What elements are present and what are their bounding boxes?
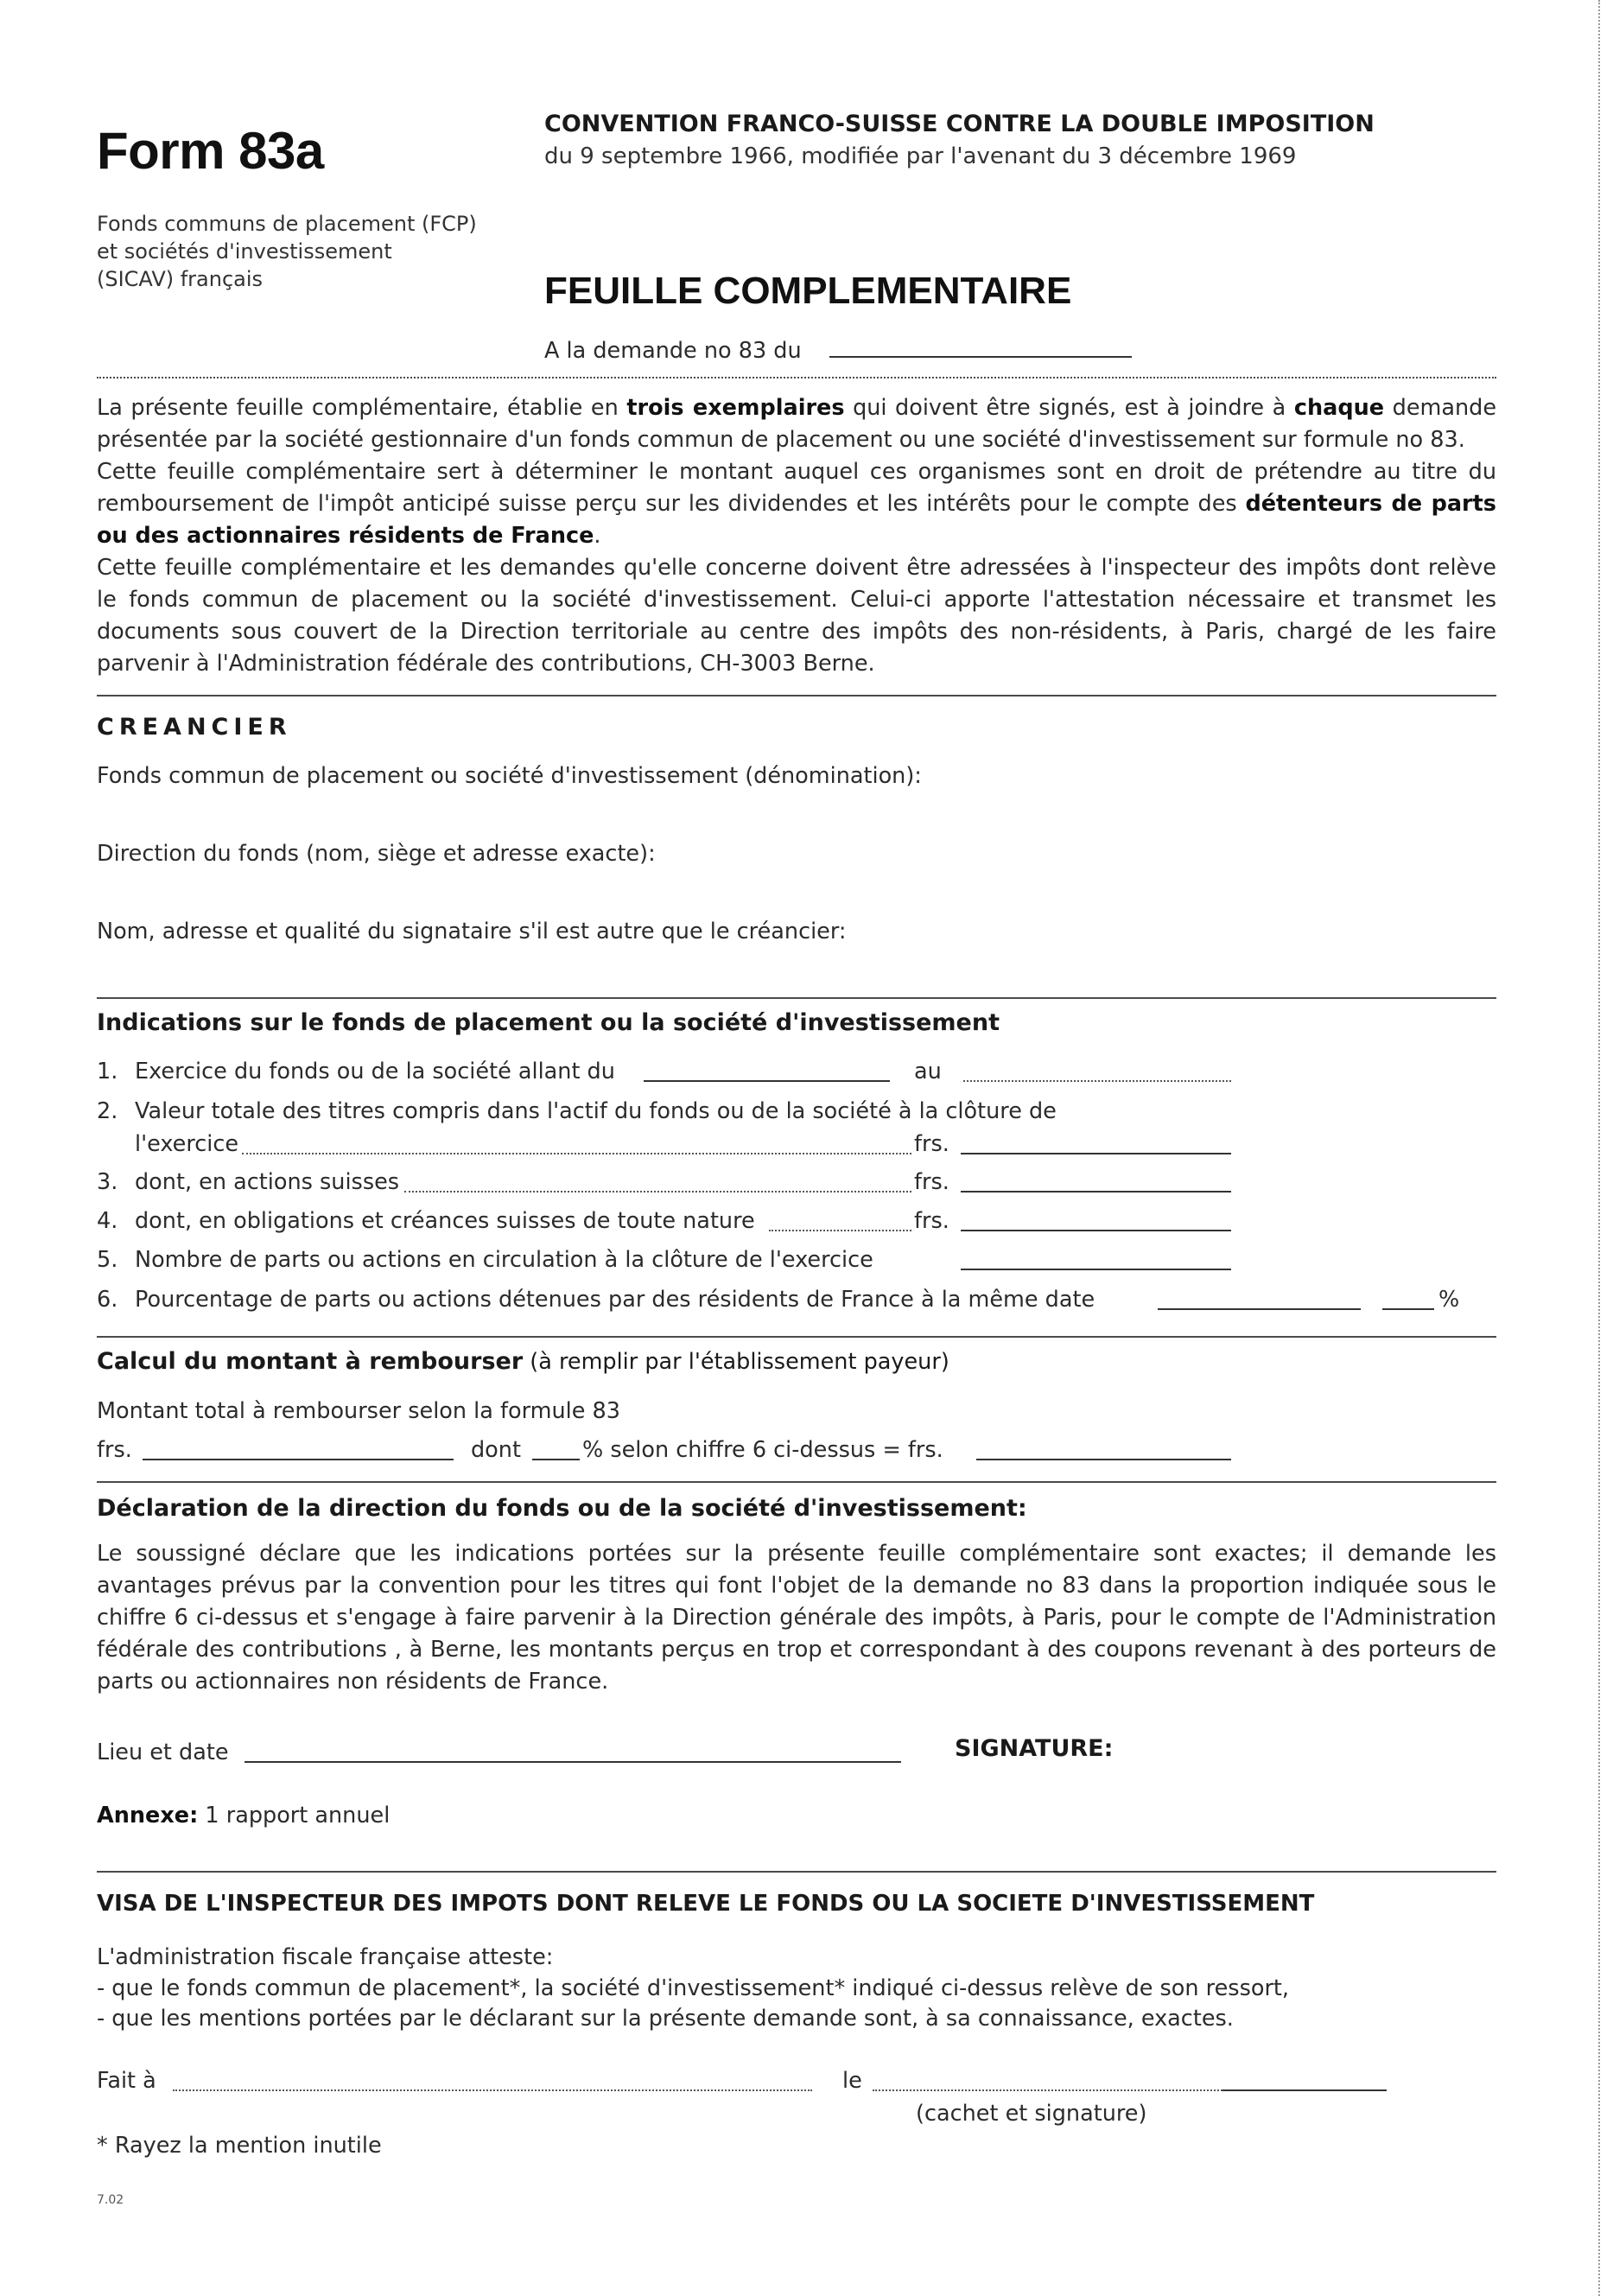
- intro-paragraph-2: Cette feuille complémentaire sert à déterminer le montant auquel ces organismes sont en droit de prétendre au titre du remboursement de l'impôt anticipé suisse perçu sur les dividendes et les intérêts pour le compte des détenteurs de parts ou des actionnaires résidents de France.: [97, 459, 1496, 549]
- declaration-text: Le soussigné déclare que les indications portées sur la présente feuille complémentaire sont exactes; il demande les avantages prévus par la convention pour les titres qui font l'objet de la demande no 83 dans la proportion indiquée sous le chiffre 6 ci-dessus et s'engage à faire parvenir à la Direction générale des impôts, à Paris, pour le compte de l'Administration fédérale des contributions , à Berne, les montants perçus en trop et correspondant à des coupons revenant à des porteurs de parts ou actionnaires non résidents de France.: [97, 1541, 1496, 1695]
- demand-label: A la demande no 83 du: [544, 338, 802, 364]
- form-title: Form 83a: [97, 122, 324, 180]
- calcul-total-label: Montant total à rembourser selon la formule 83: [97, 1398, 620, 1424]
- fait-a-field[interactable]: [173, 2089, 812, 2091]
- form-subtitle-line: et sociétés d'investissement: [97, 239, 392, 264]
- total-amount-field[interactable]: [143, 1459, 454, 1460]
- leader-dots: [404, 1191, 911, 1193]
- form-subtitle-line: (SICAV) français: [97, 267, 264, 291]
- divider: [97, 377, 1496, 378]
- leader-dots: [242, 1153, 911, 1154]
- indication-item-1-au: au: [914, 1059, 942, 1084]
- calcul-pct-label: % selon chiffre 6 ci-dessus = frs.: [582, 1437, 943, 1463]
- divider: [97, 1336, 1496, 1338]
- swiss-bonds-field[interactable]: [961, 1230, 1231, 1231]
- creancier-heading: CREANCIER: [97, 714, 292, 741]
- units-outstanding-field[interactable]: [961, 1269, 1231, 1270]
- convention-title: CONVENTION FRANCO-SUISSE CONTRE LA DOUBLE IMPOSITION: [544, 111, 1375, 137]
- divider: [97, 1871, 1496, 1873]
- french-residents-share-field[interactable]: [1158, 1308, 1361, 1310]
- convention-date: du 9 septembre 1966, modifiée par l'avenant du 3 décembre 1969: [544, 143, 1297, 169]
- fiscal-year-end-field[interactable]: [963, 1080, 1231, 1082]
- form-subtitle: [97, 210, 477, 293]
- visa-line-1: L'administration fiscale française atteste:: [97, 1944, 554, 1970]
- indication-item-6: 6. Pourcentage de parts ou actions détenues par des résidents de France à la même date: [97, 1287, 1095, 1313]
- refund-amount-field[interactable]: [976, 1459, 1231, 1460]
- french-residents-pct-field[interactable]: [1382, 1308, 1434, 1310]
- form-code: 7.02: [97, 2193, 124, 2207]
- calcul-heading: Calcul du montant à rembourser (à remplir par l'établissement payeur): [97, 1348, 949, 1375]
- percent-sign: %: [1438, 1287, 1460, 1313]
- creancier-signatory-label: Nom, adresse et qualité du signataire s'il est autre que le créancier:: [97, 919, 847, 944]
- leader-dots: [769, 1230, 911, 1231]
- intro-paragraph-1: La présente feuille complémentaire, établie en trois exemplaires qui doivent être signés, est à joindre à chaque demande présentée par la société gestionnaire d'un fonds commun de placement ou une société d'investissement sur formule no 83.: [97, 395, 1497, 453]
- total-securities-value-field[interactable]: [961, 1153, 1231, 1154]
- indication-item-5: 5. Nombre de parts ou actions en circulation à la clôture de l'exercice: [97, 1247, 873, 1273]
- visa-line-2: - que le fonds commun de placement*, la société d'investissement* indiqué ci-dessus relève de son ressort,: [97, 1975, 1290, 2001]
- divider: [97, 695, 1496, 696]
- fait-a-label: Fait à: [97, 2068, 156, 2094]
- visa-heading: VISA DE L'INSPECTEUR DES IMPOTS DONT RELEVE LE FONDS OU LA SOCIETE D'INVESTISSEMENT: [97, 1891, 1315, 1917]
- calcul-pct-field[interactable]: [532, 1459, 580, 1460]
- footnote: * Rayez la mention inutile: [97, 2133, 382, 2159]
- calcul-dont-label: dont: [471, 1437, 521, 1463]
- indication-item-2-cont: l'exercice: [135, 1131, 239, 1157]
- indications-heading: Indications sur le fonds de placement ou la société d'investissement: [97, 1009, 1000, 1036]
- demand-date-field[interactable]: [829, 356, 1132, 358]
- intro-paragraph-3: Cette feuille complémentaire et les demandes qu'elle concerne doivent être adressées à l'inspecteur des impôts dont relève le fonds commun de placement ou la société d'investissement. Celui-ci apporte l'attestation nécessaire et transmet les documents sous couvert de la Direction territoriale au centre des impôts des non-résidents, à Paris, chargé de les faire parvenir à l'Administration fédérale des contributions, CH-3003 Berne.: [97, 555, 1496, 677]
- divider: [97, 1481, 1496, 1483]
- calcul-frs-label: frs.: [97, 1437, 132, 1463]
- signature-label: SIGNATURE:: [955, 1735, 1114, 1762]
- indication-item-2: 2. Valeur totale des titres compris dans l'actif du fonds ou de la société à la clôture de: [97, 1098, 1057, 1124]
- lieu-date-field[interactable]: [244, 1761, 901, 1763]
- scan-edge: [1598, 0, 1600, 2296]
- indication-item-1: 1. Exercice du fonds ou de la société allant du: [97, 1059, 615, 1084]
- creancier-direction-label: Direction du fonds (nom, siège et adresse exacte):: [97, 841, 656, 867]
- form-subtitle-line: Fonds communs de placement (FCP): [97, 212, 477, 236]
- indication-item-3-unit: frs.: [914, 1169, 949, 1195]
- creancier-name-label: Fonds commun de placement ou société d'investissement (dénomination):: [97, 763, 922, 789]
- indication-item-4-unit: frs.: [914, 1208, 949, 1234]
- divider: [97, 997, 1496, 999]
- indication-item-4: 4. dont, en obligations et créances suisses de toute nature: [97, 1208, 755, 1234]
- swiss-shares-field[interactable]: [961, 1191, 1231, 1193]
- lieu-date-label: Lieu et date: [97, 1739, 229, 1765]
- indication-item-3: 3. dont, en actions suisses: [97, 1169, 400, 1195]
- visa-date-field[interactable]: [873, 2089, 1222, 2091]
- indication-item-2-unit: frs.: [914, 1131, 949, 1157]
- visa-line-3: - que les mentions portées par le déclarant sur la présente demande sont, à sa connaissance, exactes.: [97, 2006, 1234, 2032]
- visa-date-field-end[interactable]: [1222, 2089, 1387, 2091]
- le-label: le: [842, 2068, 862, 2094]
- fiscal-year-start-field[interactable]: [644, 1080, 890, 1082]
- cachet-label: (cachet et signature): [916, 2101, 1147, 2127]
- annexe: Annexe: 1 rapport annuel: [97, 1803, 391, 1829]
- sheet-title: FEUILLE COMPLEMENTAIRE: [544, 270, 1072, 312]
- declaration-heading: Déclaration de la direction du fonds ou de la société d'investissement:: [97, 1495, 1027, 1522]
